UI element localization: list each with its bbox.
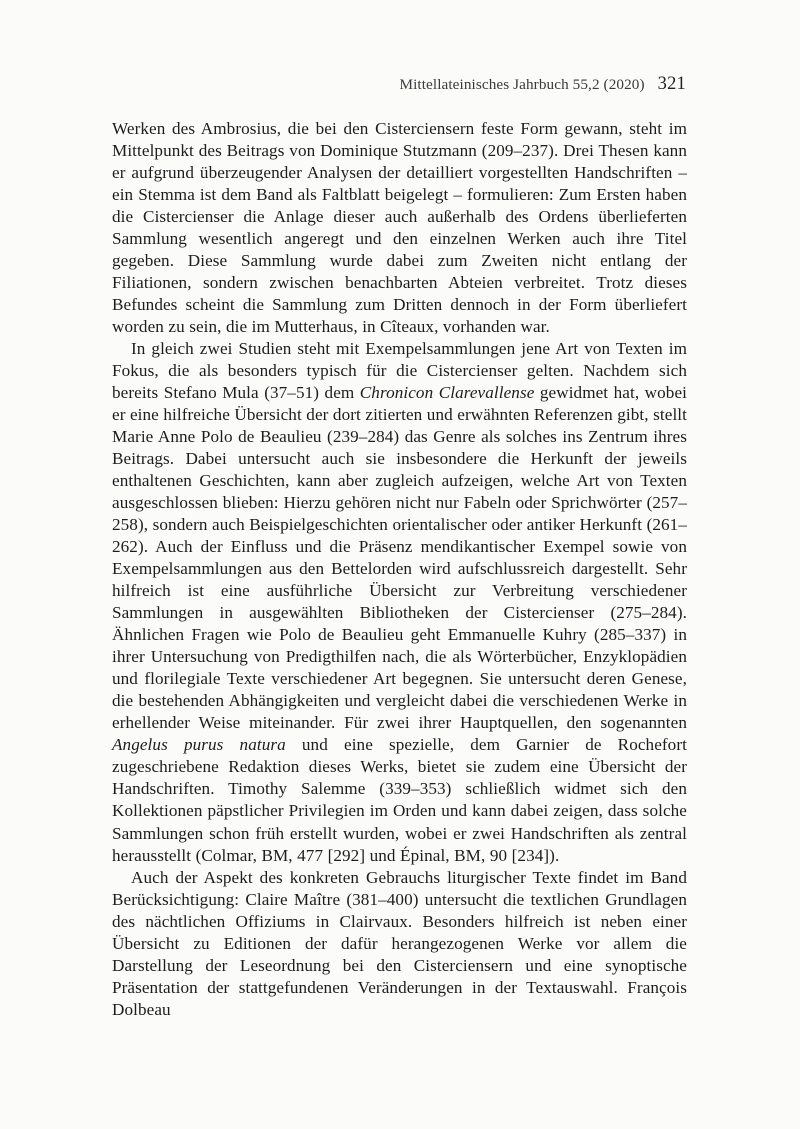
text-run: Werken des Ambrosius, die bei den Cisterciensern feste Form gewann, steht im Mittelpunkt des Beitrags von Dominique Stutzmann (209–237). Drei Thesen kann er aufgrund überzeugender Analysen der detailliert vorgestellten Handschriften – ein Stemma ist dem Band als Faltblatt beigelegt – formulieren: Zum Ersten haben die Cistercienser die Anlage dieser auch außerhalb des Ordens überlieferten Sammlung wesentlich angeregt und den einzelnen Werken auch ihre Titel gegeben. Diese Sammlung wurde dabei zum Zweiten nicht entlang der Filiationen, sondern zwischen benachbarten Abteien verbreitet. Trotz dieses Befundes scheint die Sammlung zum Dritten dennoch in der Form überliefert worden zu sein, die im Mutterhaus, in Cîteaux, vorhanden war. [112,119,687,337]
paragraph-1 [112,118,687,338]
paragraph-2 [112,338,687,866]
text-run: In gleich zwei Studien steht mit Exempelsammlungen jene Art von Texten im Fokus, die als besonders typisch für die Cistercienser gelten. Nachdem sich bereits Stefano Mula (37–51) dem [112,339,687,403]
text-run: und eine spezielle, dem Garnier de Rochefort zugeschriebene Redaktion dieses Werks, bietet sie zudem eine Übersicht der Handschriften. Timothy Salemme (339–353) schließlich widmet sich den Kollektionen päpstlicher Privilegien im Orden und kann dabei zeigen, dass solche Sammlungen schon früh erstellt wurden, wobei er zwei Handschriften als zentral herausstellt (Colmar, BM, 477 [292] und Épinal, BM, 90 [234]). [112,735,687,865]
text-run: Auch der Aspekt des konkreten Gebrauchs liturgischer Texte findet im Band Berücksichtigung: Claire Maître (381–400) untersucht die textlichen Grundlagen des nächtlichen Offiziums in Clairvaux. Besonders hilfreich ist neben einer Übersicht zu Editionen der dafür herangezogenen Werke vor allem die Darstellung der Leseordnung bei den Cisterciensern und eine synoptische Präsentation der stattgefundenen Veränderungen in der Textauswahl. François Dolbeau [112,867,687,1019]
text-run: gewidmet hat, wobei er eine hilfreiche Übersicht der dort zitierten und erwähnten Referenzen gibt, stellt Marie Anne Polo de Beaulieu (239–284) das Genre als solches ins Zentrum ihres Beitrags. Dabei untersucht auch sie insbesondere die Herkunft der jeweils enthaltenen Geschichten, kann aber zugleich aufzeigen, welche Art von Texten ausgeschlossen blieben: Hierzu gehören nicht nur Fabeln oder Sprichwörter (257–258), sondern auch Beispielgeschichten orientalischer oder antiker Herkunft (261–262). Auch der Einfluss und die Präsenz mendikantischer Exempel sowie von Exempelsammlungen aus den Bettelorden wird aufschlussreich dargestellt. Sehr hilfreich ist eine ausführliche Übersicht zur Verbreitung verschiedener Sammlungen in ausgewählten Bibliotheken der Cistercienser (275–284). Ähnlichen Fragen wie Polo de Beaulieu geht Emmanuelle Kuhry (285–337) in ihrer Untersuchung von Predigthilfen nach, die als Wörterbücher, Enzyklopädien und florilegiale Texte verschiedener Art begegnen. Sie untersucht deren Genese, die bestehenden Abhängigkeiten und vergleicht dabei die verschiedenen Werke in erhellender Weise miteinander. Für zwei ihrer Hauptquellen, den sogenannten [112,383,687,733]
running-head-journal-title: Mittellateinisches Jahrbuch 55,2 (2020) [399,76,645,93]
paragraph-3 [112,867,687,1021]
body-text-block [112,118,687,1021]
running-head [112,74,686,95]
page-number: 321 [657,74,686,94]
italic-title: Angelus purus natura [112,735,286,755]
italic-title: Chronicon Clarevallense [359,383,535,403]
